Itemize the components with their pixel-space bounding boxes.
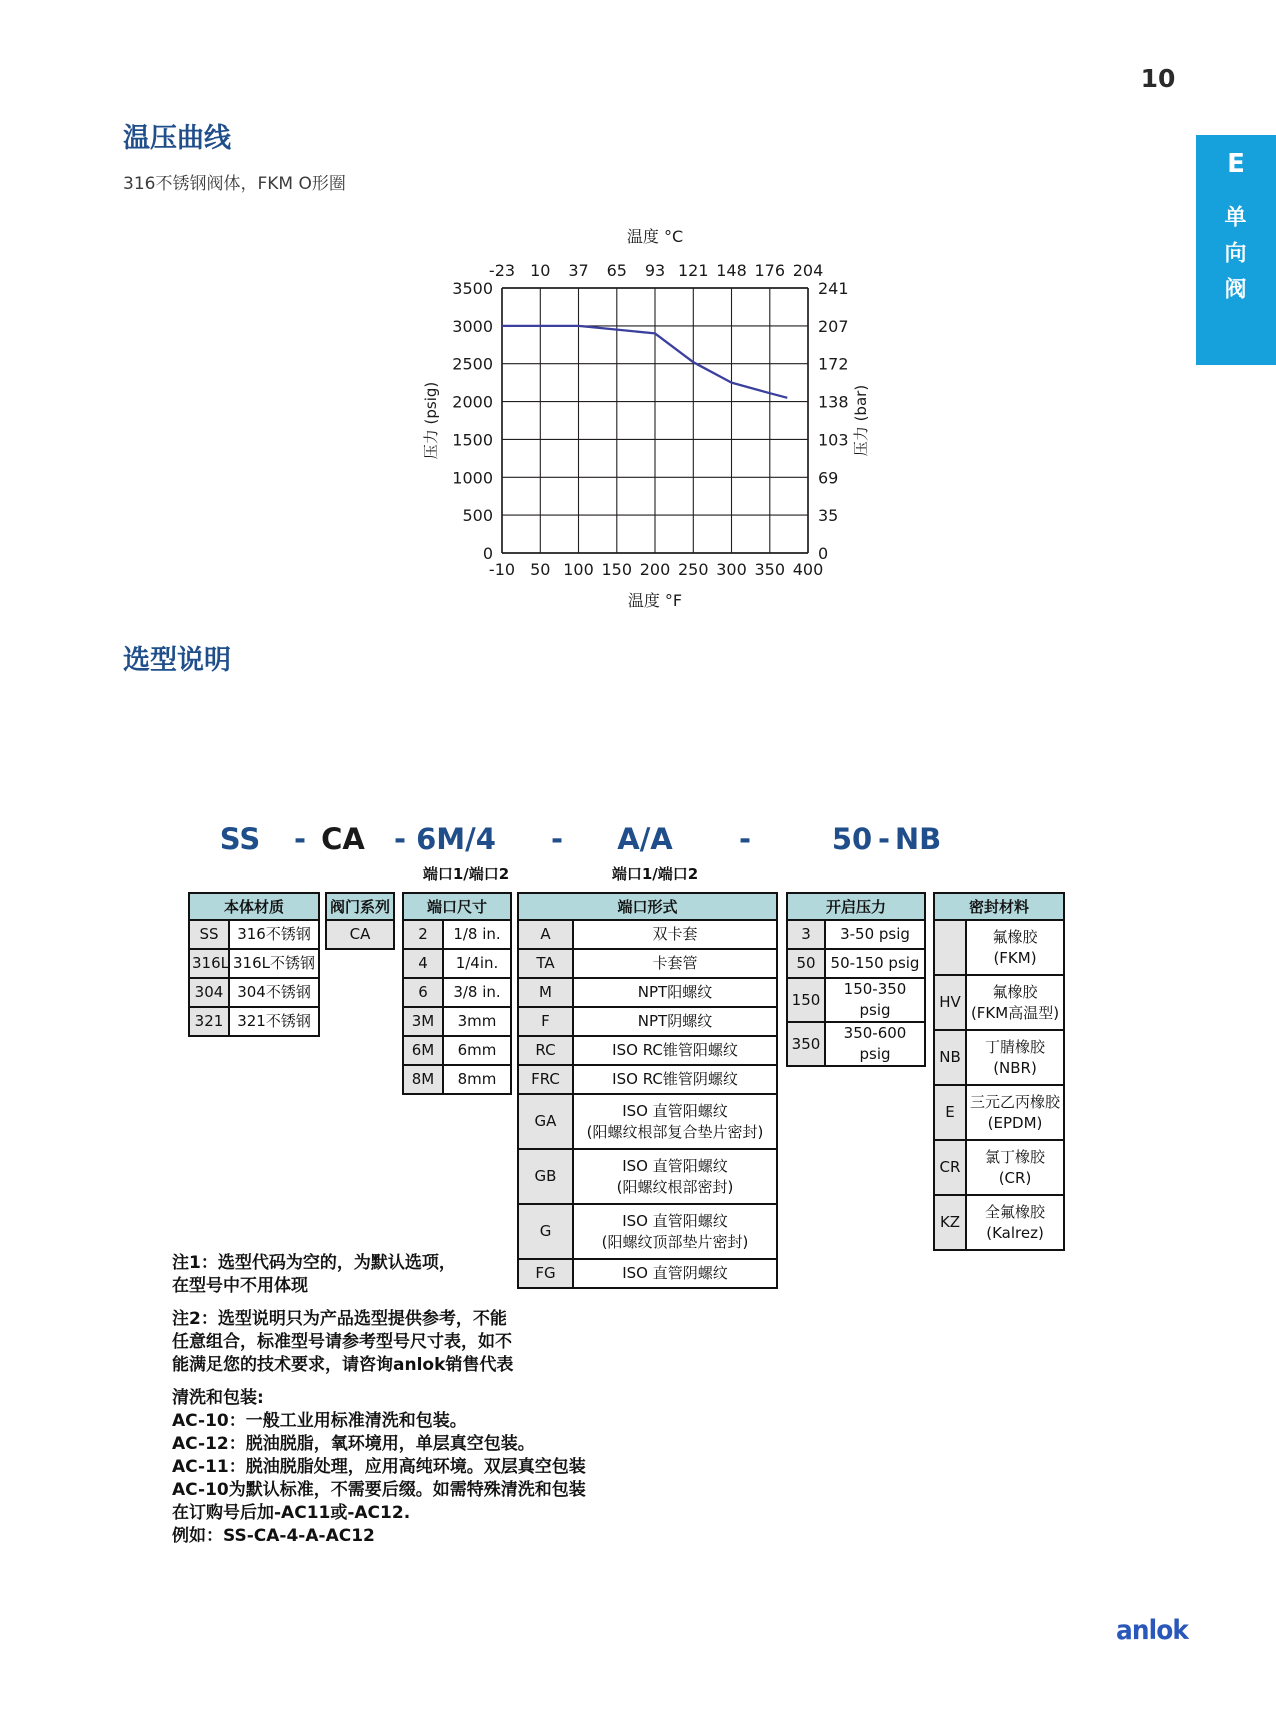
ordering-code [0,822,1276,902]
table-header-port-size: 端口尺寸 [403,893,511,920]
ordering-table-cracking-pressure [786,892,926,1067]
note-line: AC-10为默认标准，不需要后缀。如需特殊清洗和包装 [172,1480,586,1500]
bottom-axis-title: 温度 °F [627,591,683,610]
value-cell: ISO 直管阳螺纹 (阳螺纹根部复合垫片密封) [573,1094,777,1149]
code-cell: 3M [403,1007,443,1036]
bottom-axis-tick: 250 [677,560,709,579]
value-cell: 50-150 psig [825,949,925,978]
section-title-temp-pressure-curve: 温压曲线 [123,123,231,154]
ordering-code-part: 50 [831,822,873,856]
value-cell: 1/4in. [443,949,511,978]
code-cell: FG [518,1259,573,1288]
ordering-code-part: - [738,822,752,856]
section-title-ordering: 选型说明 [123,645,231,676]
ordering-code-part: 6M/4 [416,822,496,856]
note-line: 任意组合，标准型号请参考型号尺寸表，如不 [172,1332,512,1352]
ordering-code-sublabel: 端口1/端口2 [611,865,699,883]
top-axis-tick: 121 [677,261,709,280]
value-cell: NPT阳螺纹 [573,978,777,1007]
pressure-temperature-curve [502,326,787,398]
note-line: AC-12：脱油脱脂，氧环境用，单层真空包装。 [172,1434,535,1454]
left-axis-tick: 2000 [452,392,493,412]
note-line: AC-11：脱油脱脂处理，应用高纯环境。双层真空包装 [172,1457,586,1477]
left-axis-tick: 1500 [452,430,493,450]
code-cell: 350 [787,1022,825,1066]
table-header-seal-material: 密封材料 [934,893,1064,920]
section-tab-letter: E [1227,149,1245,179]
code-cell: 150 [787,978,825,1022]
code-cell: KZ [934,1195,966,1250]
curve-subtitle: 316不锈钢阀体，FKM O形圈 [123,174,346,194]
note-block [172,1252,632,1298]
top-axis-tick: 10 [530,261,551,280]
table-header-body-material: 本体材质 [189,893,319,920]
top-axis-tick: 204 [792,261,824,280]
value-cell: 3-50 psig [825,920,925,949]
code-cell: 316L [189,949,229,978]
brand-logo: anlok [1116,1615,1188,1646]
top-axis-tick: 37 [568,261,589,280]
code-cell: 50 [787,949,825,978]
code-cell: 8M [403,1065,443,1094]
code-cell: CR [934,1140,966,1195]
code-cell: 3 [787,920,825,949]
note-block [172,1308,632,1377]
note-line: 清洗和包装: [172,1388,264,1408]
value-cell: 316L不锈钢 [229,949,319,978]
top-axis-title: 温度 °C [626,227,684,246]
bottom-axis-tick: -10 [488,560,516,579]
bottom-axis-tick: 300 [716,560,747,579]
ordering-code-part: - [550,822,564,856]
right-axis-tick: 103 [818,430,849,450]
note-line: 在订购号后加-AC11或-AC12. [172,1503,411,1523]
code-cell: TA [518,949,573,978]
left-axis-tick: 3000 [452,316,493,336]
value-cell: 150-350 psig [825,978,925,1022]
code-cell: GB [518,1149,573,1204]
left-axis-tick: 500 [462,506,493,526]
code-cell: SS [189,920,229,949]
bottom-axis-tick: 50 [530,560,551,579]
code-cell: GA [518,1094,573,1149]
code-cell: HV [934,975,966,1030]
top-axis-tick: 65 [606,261,627,280]
section-tab-label: 单向阀 [1221,205,1246,313]
note-line: 注2：选型说明只为产品选型提供参考，不能 [172,1309,507,1329]
code-cell: M [518,978,573,1007]
value-cell: 双卡套 [573,920,777,949]
note-line: 能满足您的技术要求，请咨询anlok销售代表 [172,1355,514,1375]
right-axis-tick: 35 [818,506,839,526]
value-cell: ISO 直管阳螺纹 (阳螺纹根部密封) [573,1149,777,1204]
value-cell: NPT阴螺纹 [573,1007,777,1036]
ordering-code-part: SS [219,822,261,856]
right-axis-tick: 69 [818,468,839,488]
right-axis-tick: 172 [818,354,849,374]
top-axis-tick: -23 [488,261,516,280]
note-line: 注1：选型代码为空的，为默认选项， [172,1253,456,1273]
chart-canvas [380,200,900,630]
ordering-table-port-size [402,892,512,1095]
temp-pressure-chart [380,200,900,630]
value-cell: 丁腈橡胶 (NBR) [966,1030,1064,1085]
value-cell: 350-600 psig [825,1022,925,1066]
code-cell: F [518,1007,573,1036]
code-cell: CA [326,920,394,949]
left-axis-tick: 2500 [452,354,493,374]
code-cell: NB [934,1030,966,1085]
ordering-table-seal-material [933,892,1065,1251]
code-cell: FRC [518,1065,573,1094]
bottom-axis-tick: 100 [563,560,594,579]
value-cell: ISO 直管阴螺纹 [573,1259,777,1288]
value-cell: ISO RC锥管阴螺纹 [573,1065,777,1094]
value-cell: 6mm [443,1036,511,1065]
ordering-code-sublabel: 端口1/端口2 [422,865,510,883]
code-cell: 2 [403,920,443,949]
ordering-table-body-material [188,892,320,1037]
right-axis-title: 压力 (bar) [852,384,870,457]
right-axis-tick: 0 [818,544,829,563]
value-cell: 3mm [443,1007,511,1036]
bottom-axis-tick: 200 [639,560,671,579]
table-header-valve-series: 阀门系列 [326,893,394,920]
section-tab [1196,135,1276,365]
code-cell: 304 [189,978,229,1007]
value-cell: 1/8 in. [443,920,511,949]
value-cell: 3/8 in. [443,978,511,1007]
bottom-axis-tick: 150 [601,560,633,579]
value-cell: 316不锈钢 [229,920,319,949]
value-cell: 氯丁橡胶 (CR) [966,1140,1064,1195]
ordering-code-part: - [393,822,407,856]
ordering-code-part: NB [894,822,942,856]
note-line: AC-10：一般工业用标准清洗和包装。 [172,1411,467,1431]
ordering-code-part: CA [321,822,365,856]
code-cell [934,920,966,975]
left-axis-title: 压力 (psig) [422,381,440,460]
bottom-axis-tick: 400 [792,560,824,579]
right-axis-tick: 138 [818,392,849,412]
right-axis-tick: 207 [818,316,849,336]
note-line: 在型号中不用体现 [172,1276,308,1296]
note-block [172,1387,632,1548]
value-cell: 8mm [443,1065,511,1094]
left-axis-tick: 1000 [452,468,493,488]
code-cell: RC [518,1036,573,1065]
ordering-code-part: - [877,822,891,856]
left-axis-tick: 3500 [452,279,493,298]
note-line: 例如：SS-CA-4-A-AC12 [172,1526,375,1546]
top-axis-tick: 93 [644,261,666,280]
code-cell: 4 [403,949,443,978]
table-header-cracking-pressure: 开启压力 [787,893,925,920]
top-axis-tick: 148 [716,261,747,280]
bottom-axis-tick: 350 [754,560,786,579]
notes [172,1252,632,1558]
value-cell: 全氟橡胶 (Kalrez) [966,1195,1064,1250]
code-cell: E [934,1085,966,1140]
value-cell: ISO RC锥管阳螺纹 [573,1036,777,1065]
page-number: 10 [1140,64,1176,93]
value-cell: 氟橡胶 (FKM高温型) [966,975,1064,1030]
right-axis-tick: 241 [818,279,849,298]
code-cell: 6M [403,1036,443,1065]
left-axis-tick: 0 [482,544,493,563]
ordering-table-valve-series [325,892,395,950]
ordering-table-port-type [517,892,778,1289]
value-cell: 304不锈钢 [229,978,319,1007]
code-cell: 6 [403,978,443,1007]
code-cell: 321 [189,1007,229,1036]
value-cell: ISO 直管阳螺纹 (阳螺纹顶部垫片密封) [573,1204,777,1259]
top-axis-tick: 176 [754,261,786,280]
code-cell: A [518,920,573,949]
value-cell: 321不锈钢 [229,1007,319,1036]
ordering-code-part: A/A [617,822,673,856]
code-cell: G [518,1204,573,1259]
value-cell: 卡套管 [573,949,777,978]
value-cell: 氟橡胶 (FKM) [966,920,1064,975]
table-header-port-type: 端口形式 [518,893,777,920]
ordering-code-part: - [293,822,307,856]
value-cell: 三元乙丙橡胶 (EPDM) [966,1085,1064,1140]
